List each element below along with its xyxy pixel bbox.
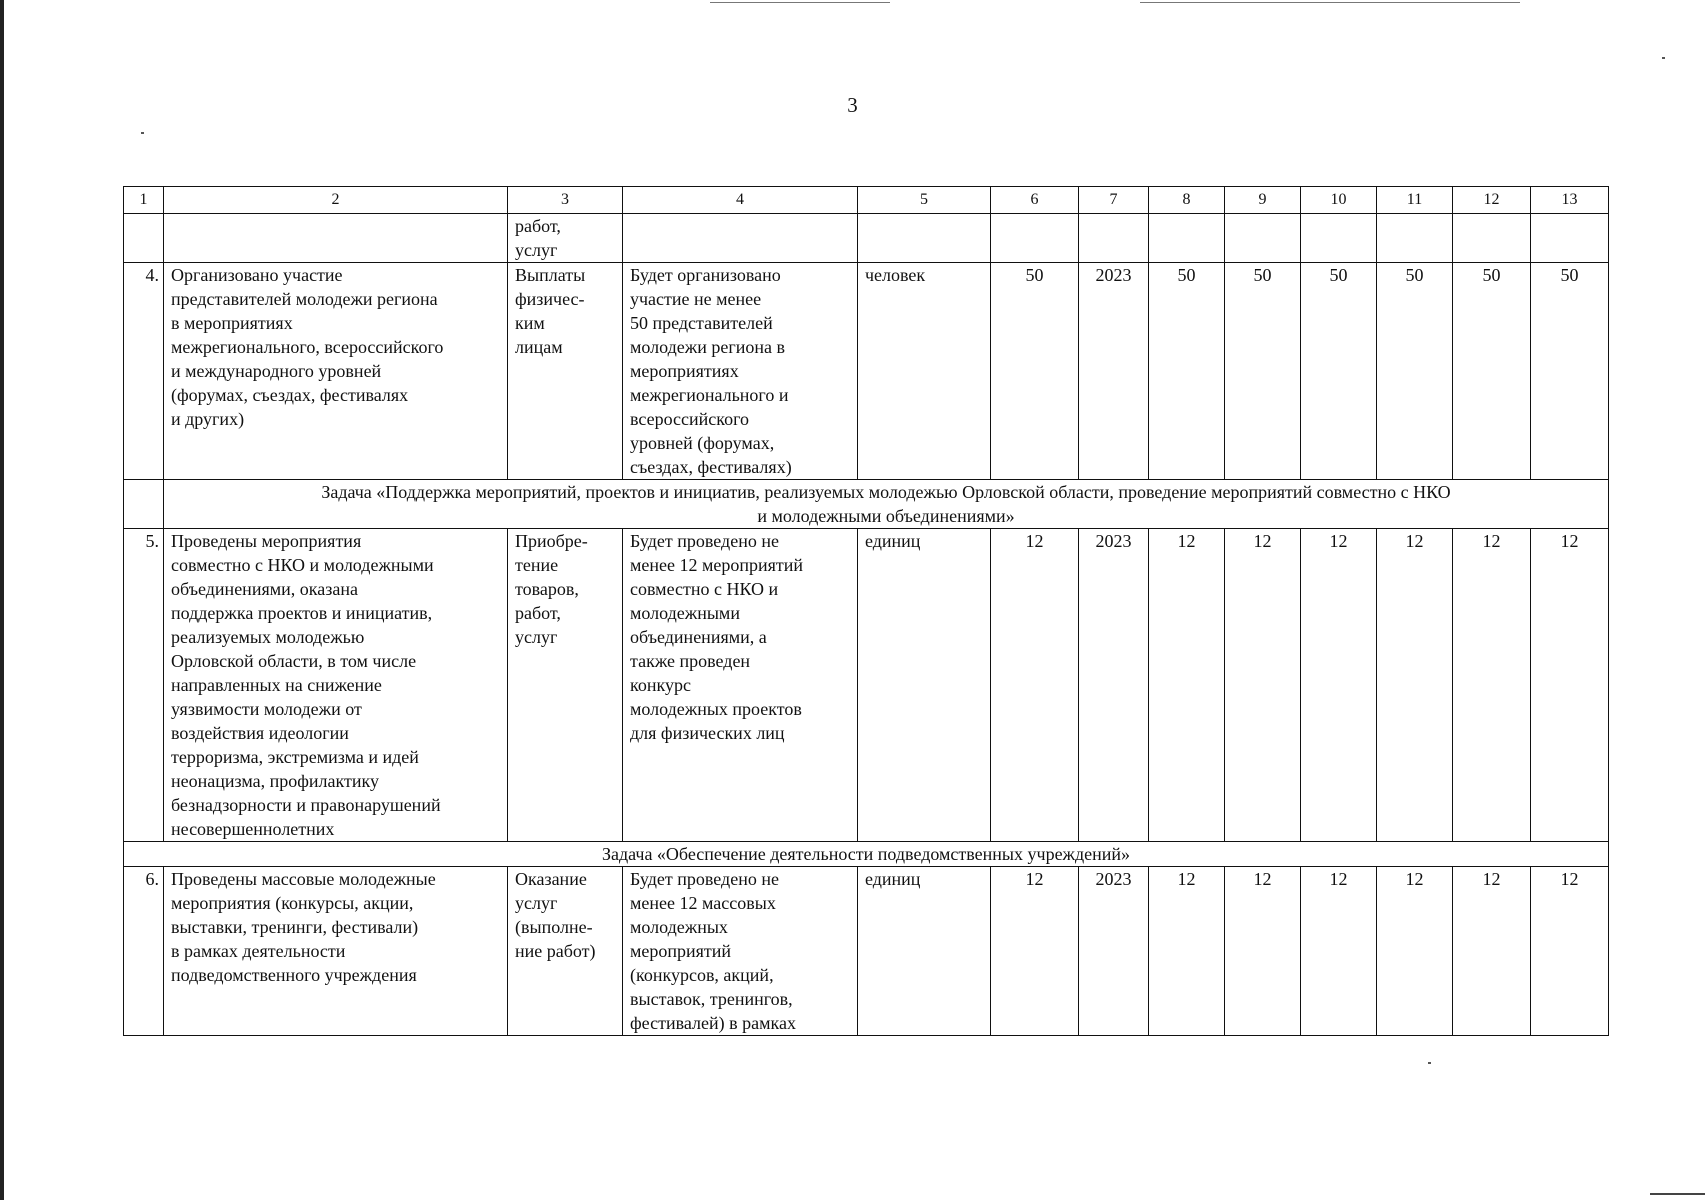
value-cell: 12	[991, 529, 1079, 842]
empty-cell	[991, 214, 1079, 263]
value-cell: 50	[1149, 263, 1225, 480]
text-line: лицам	[515, 337, 563, 357]
text-line: мероприятия (конкурсы, акции,	[171, 893, 414, 913]
text-line: Будет организовано	[630, 265, 781, 285]
table-row	[124, 263, 1609, 480]
text-line: реализуемых молодежью	[171, 627, 365, 647]
text-line: несовершеннолетних	[171, 819, 335, 839]
scan-speck	[1662, 57, 1665, 59]
text-line: представителей молодежи региона	[171, 289, 438, 309]
result-cell	[164, 529, 508, 842]
text-line: Будет проведено не	[630, 531, 779, 551]
text-line: выставок, тренингов,	[630, 989, 793, 1009]
text-line: Оказание	[515, 869, 587, 889]
empty-cell	[1079, 214, 1149, 263]
unit-cell: единиц	[858, 529, 991, 842]
text-line: Выплаты	[515, 265, 586, 285]
value-cell: 12	[1225, 867, 1301, 1036]
text-line: уязвимости молодежи от	[171, 699, 362, 719]
table-row	[124, 867, 1609, 1036]
text-line: мероприятий	[630, 941, 732, 961]
value-cell: 12	[1531, 529, 1609, 842]
value-cell: 12	[1301, 867, 1377, 1036]
header-cell: 10	[1301, 187, 1377, 214]
text-line: воздействия идеологии	[171, 723, 349, 743]
empty-cell	[1225, 214, 1301, 263]
text-line: в мероприятиях	[171, 313, 293, 333]
text-line: услуг	[515, 240, 558, 260]
header-cell: 8	[1149, 187, 1225, 214]
text-line: молодежных	[630, 917, 728, 937]
task-row	[124, 480, 1609, 529]
text-line: Проведены мероприятия	[171, 531, 362, 551]
text-line: поддержка проектов и инициатив,	[171, 603, 433, 623]
header-cell: 4	[623, 187, 858, 214]
row-number: 6.	[124, 867, 164, 1036]
empty-cell	[1453, 214, 1531, 263]
value-cell: 50	[1531, 263, 1609, 480]
text-line: и международного уровней	[171, 361, 382, 381]
header-cell: 1	[124, 187, 164, 214]
text-line: молодежи региона в	[630, 337, 785, 357]
scan-left-edge	[0, 0, 4, 1200]
text-line: межрегионального и	[630, 385, 789, 405]
text-line: Проведены массовые молодежные	[171, 869, 436, 889]
text-line: (форумах, съездах, фестивалях	[171, 385, 409, 405]
year-cell: 2023	[1079, 529, 1149, 842]
type-cell	[508, 529, 623, 842]
description-cell	[623, 867, 858, 1036]
text-line: и других)	[171, 409, 245, 429]
value-cell: 50	[1453, 263, 1531, 480]
scan-bottom-mark	[1650, 1193, 1705, 1195]
value-cell: 50	[1225, 263, 1301, 480]
description-cell	[623, 263, 858, 480]
header-cell: 3	[508, 187, 623, 214]
text-line: 50 представителей	[630, 313, 773, 333]
text-line: уровней (форумах,	[630, 433, 775, 453]
year-cell: 2023	[1079, 867, 1149, 1036]
row-number: 5.	[124, 529, 164, 842]
text-line: и молодежными объединениями»	[757, 506, 1015, 526]
task-heading	[124, 842, 1609, 867]
text-line: фестивалей) в рамках	[630, 1013, 796, 1033]
text-line: Орловской области, в том числе	[171, 651, 417, 671]
value-cell: 12	[1149, 867, 1225, 1036]
value-cell: 12	[1377, 867, 1453, 1036]
header-cell: 9	[1225, 187, 1301, 214]
text-line: Задача «Поддержка мероприятий, проектов и инициатив, реализуемых молодежью Орловской области, проведение мероприятий совместно с НКО	[321, 482, 1451, 502]
scan-top-mark	[710, 2, 890, 3]
empty-cell	[124, 480, 164, 529]
text-line: выставки, тренинги, фестивали)	[171, 917, 419, 937]
scan-top-mark	[1140, 2, 1520, 3]
row-number: 4.	[124, 263, 164, 480]
value-cell: 12	[1301, 529, 1377, 842]
unit-cell: человек	[858, 263, 991, 480]
description-cell	[623, 529, 858, 842]
text-line: (конкурсов, акций,	[630, 965, 774, 985]
text-line: терроризма, экстремизма и идей	[171, 747, 419, 767]
indicators-table	[123, 186, 1609, 1036]
text-line: Приобре-	[515, 531, 588, 551]
empty-cell	[858, 214, 991, 263]
text-line: Будет проведено не	[630, 869, 779, 889]
value-cell: 12	[1453, 867, 1531, 1036]
value-cell: 12	[991, 867, 1079, 1036]
text-line: совместно с НКО и молодежными	[171, 555, 434, 575]
value-cell: 12	[1377, 529, 1453, 842]
scan-speck	[1428, 1062, 1431, 1064]
text-line: физичес-	[515, 289, 585, 309]
text-line: совместно с НКО и	[630, 579, 779, 599]
value-cell: 50	[1301, 263, 1377, 480]
text-line: в рамках деятельности	[171, 941, 346, 961]
text-line: товаров,	[515, 579, 579, 599]
year-cell: 2023	[1079, 263, 1149, 480]
text-line: (выполне-	[515, 917, 593, 937]
header-cell: 7	[1079, 187, 1149, 214]
text-line: ким	[515, 313, 545, 333]
text-line: мероприятиях	[630, 361, 739, 381]
page-number: 3	[847, 93, 858, 117]
text-line: услуг	[515, 893, 558, 913]
table-row	[124, 529, 1609, 842]
empty-cell	[164, 214, 508, 263]
value-cell: 12	[1531, 867, 1609, 1036]
value-cell: 50	[1377, 263, 1453, 480]
header-cell: 12	[1453, 187, 1531, 214]
empty-cell	[1377, 214, 1453, 263]
empty-cell	[623, 214, 858, 263]
text-line: объединениями, оказана	[171, 579, 358, 599]
header-row	[124, 187, 1609, 214]
result-cell	[164, 263, 508, 480]
empty-cell	[1301, 214, 1377, 263]
type-cell	[508, 214, 623, 263]
text-line: конкурс	[630, 675, 691, 695]
task-heading	[164, 480, 1609, 529]
task-row	[124, 842, 1609, 867]
type-cell	[508, 263, 623, 480]
header-cell: 11	[1377, 187, 1453, 214]
text-line: Организовано участие	[171, 265, 343, 285]
result-cell	[164, 867, 508, 1036]
text-line: также проведен	[630, 651, 751, 671]
text-line: менее 12 мероприятий	[630, 555, 804, 575]
value-cell: 12	[1225, 529, 1301, 842]
text-line: неонацизма, профилактику	[171, 771, 380, 791]
scan-speck	[141, 132, 144, 134]
text-line: подведомственного учреждения	[171, 965, 417, 985]
unit-cell: единиц	[858, 867, 991, 1036]
value-cell: 50	[991, 263, 1079, 480]
text-line: объединениями, а	[630, 627, 767, 647]
text-line: направленных на снижение	[171, 675, 382, 695]
text-line: участие не менее	[630, 289, 762, 309]
text-line: молодежных проектов	[630, 699, 802, 719]
text-line: всероссийского	[630, 409, 750, 429]
value-cell: 12	[1453, 529, 1531, 842]
text-line: менее 12 массовых	[630, 893, 776, 913]
empty-cell	[1531, 214, 1609, 263]
continuation-row	[124, 214, 1609, 263]
header-cell: 13	[1531, 187, 1609, 214]
text-line: работ,	[515, 603, 561, 623]
type-cell	[508, 867, 623, 1036]
text-line: ние работ)	[515, 941, 596, 961]
header-cell: 6	[991, 187, 1079, 214]
value-cell: 12	[1149, 529, 1225, 842]
empty-cell	[124, 214, 164, 263]
text-line: тение	[515, 555, 559, 575]
text-line: съездах, фестивалях)	[630, 457, 792, 477]
empty-cell	[1149, 214, 1225, 263]
header-cell: 5	[858, 187, 991, 214]
text-line: молодежными	[630, 603, 740, 623]
text-line: услуг	[515, 627, 558, 647]
text-line: Задача «Обеспечение деятельности подведомственных учреждений»	[601, 844, 1131, 864]
text-line: для физических лиц	[630, 723, 785, 743]
text-line: межрегионального, всероссийского	[171, 337, 444, 357]
text-line: безнадзорности и правонарушений	[171, 795, 441, 815]
header-cell: 2	[164, 187, 508, 214]
text-line: работ,	[515, 216, 561, 236]
